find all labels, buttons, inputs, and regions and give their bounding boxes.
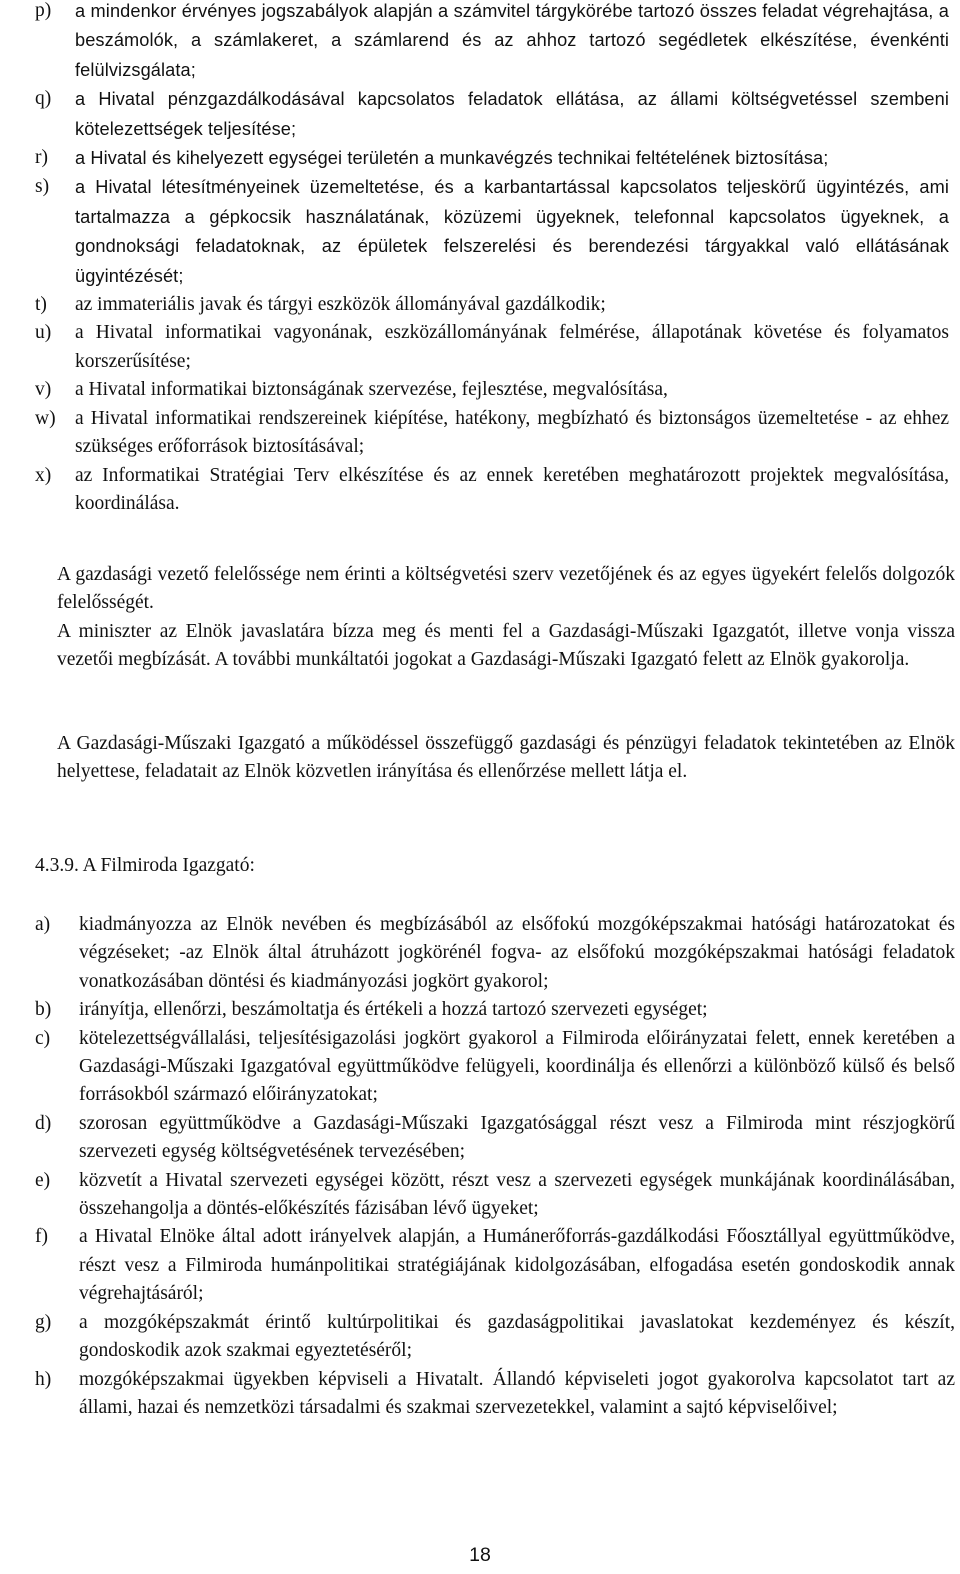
- list-item: [35, 319, 955, 376]
- list-marker: a): [35, 914, 51, 935]
- list-text: a Hivatal Elnöke által adott irányelvek alapján, a Humánerőforrás-gazdálkodási Főosztállyal együttműködve, részt vesz a Filmiroda humánpolitikai stratégiájának kidolgozásában, elfogadása esetén gondoskodik annak végrehajtásáról;: [79, 1226, 955, 1305]
- list-marker: x): [35, 464, 52, 486]
- task-list-top: [35, 0, 955, 518]
- list-marker: r): [35, 147, 48, 169]
- list-marker: t): [35, 294, 47, 316]
- list-text: kiadmányozza az Elnök nevében és megbízásából az elsőfokú mozgóképszakmai hatósági határozatokat és végzéseket; -az Elnök által átruházott jogkörénél fogva- az elsőfokú mozgóképszakmai hatósági feladatok vonatkozásában döntési és kiadmányozási jogkört gyakorol;: [79, 914, 955, 992]
- list-item: [35, 1110, 955, 1167]
- list-item: [35, 462, 955, 519]
- list-item: [35, 144, 955, 173]
- list-marker: b): [35, 999, 52, 1021]
- list-item: [35, 996, 955, 1024]
- list-item: [35, 911, 955, 996]
- list-item: [35, 291, 955, 319]
- list-item: [35, 173, 955, 291]
- list-marker: c): [35, 1027, 51, 1049]
- list-text: az immateriális javak és tárgyi eszközök állományával gazdálkodik;: [75, 294, 606, 316]
- list-text: a mindenkor érvényes jogszabályok alapján a számvitel tárgykörébe tartozó összes feladat végrehajtása, a beszámolók, a számlakeret, a számlarend és az ahhoz tartozó segédletek elkészítése, évenkénti felülvizsgálata;: [75, 1, 949, 80]
- list-item: [35, 1223, 955, 1308]
- list-marker: d): [35, 1112, 52, 1134]
- paragraph-minister: A miniszter az Elnök javaslatára bízza meg és menti fel a Gazdasági-Műszaki Igazgatót, illetve vonja vissza vezetői megbízását. A további munkáltatói jogokat a Gazdasági-Műszaki Igazgató felett az Elnök gyakorolja.: [57, 621, 955, 671]
- list-item: [35, 1309, 955, 1366]
- list-item: [35, 1025, 955, 1110]
- list-marker: s): [35, 176, 50, 198]
- list-marker: e): [35, 1169, 51, 1191]
- list-marker: h): [35, 1368, 52, 1390]
- list-text: szorosan együttműködve a Gazdasági-Műszaki Igazgatósággal részt vesz a Filmiroda mint részjogkörű szervezeti egység költségvetésének tervezésében;: [79, 1112, 955, 1163]
- list-item: [35, 85, 955, 144]
- page-number: 18: [469, 1544, 491, 1566]
- list-text: az Informatikai Stratégiai Terv elkészítése és az ennek keretében meghatározott projektek megvalósítása, koordinálása.: [75, 464, 949, 514]
- list-marker: f): [35, 1226, 48, 1248]
- list-text: közvetít a Hivatal szervezeti egységei között, részt vesz a szervezeti egységek munkájának koordinálásában, összehangolja a döntés-előkészítés fázisában lévő ügyeket;: [79, 1169, 955, 1220]
- list-item: [35, 376, 955, 404]
- list-text: mozgóképszakmai ügyekben képviseli a Hivatalt. Állandó képviseleti jogot gyakorolva kapcsolatot tart az állami, hazai és nemzetközi társadalmi és szakmai szervezetekkel, valamint a sajtó képviselőivel;: [79, 1368, 955, 1418]
- list-marker: p): [35, 0, 52, 21]
- list-text: a Hivatal informatikai biztonságának szervezése, fejlesztése, megvalósítása,: [75, 379, 668, 401]
- task-list-bottom: [35, 911, 955, 1422]
- list-marker: w): [35, 407, 56, 429]
- list-marker: g): [35, 1311, 52, 1333]
- list-item: [35, 1366, 955, 1423]
- list-item: [35, 0, 955, 85]
- list-text: kötelezettségvállalási, teljesítésigazolási jogkört gyakorol a Filmiroda előirányzatai felett, ennek keretében a Gazdasági-Műszaki Igazgatóval együttműködve felügyeli, koordinálja és ellenőrzi a különböző külső és belső forrásokból származó előirányzatokat;: [79, 1027, 955, 1106]
- list-text: a mozgóképszakmát érintő kultúrpolitikai és gazdaságpolitikai javaslatokat kezdeményez és készít, gondoskodik azok szakmai egyeztetéséről;: [79, 1311, 955, 1362]
- section-heading: 4.3.9. A Filmiroda Igazgató:: [35, 855, 255, 876]
- list-text: a Hivatal informatikai rendszereinek kiépítése, hatékony, megbízható és biztonságos üzemeltetése - az ehhez szükséges erőforrások biztosításával;: [75, 407, 949, 458]
- list-text: a Hivatal létesítményeinek üzemeltetése, és a karbantartással kapcsolatos teljeskörű ügyintézés, ami tartalmazza a gépkocsik használatának, közüzemi ügyeknek, telefonnal kapcsolatos ügyeknek, a gondnoksági feladatoknak, az épületek felszerelési és berendezési tárgyakkal való ellátásának ügyintézését;: [75, 177, 949, 286]
- paragraph-economic-leader: A gazdasági vezető felelőssége nem érinti a költségvetési szerv vezetőjének és az egyes ügyekért felelős dolgozók felelősségét.: [57, 564, 955, 614]
- list-text: a Hivatal és kihelyezett egységei területén a munkavégzés technikai feltételének biztosítása;: [75, 148, 829, 169]
- list-item: [35, 1167, 955, 1224]
- paragraph-deputy: A Gazdasági-Műszaki Igazgató a működéssel összefüggő gazdasági és pénzügyi feladatok tekintetében az Elnök helyettese, feladatait az Elnök közvetlen irányítása és ellenőrzése mellett látja el.: [57, 733, 955, 783]
- list-text: a Hivatal informatikai vagyonának, eszközállományának felmérése, állapotának követése és folyamatos korszerűsítése;: [75, 322, 949, 372]
- list-marker: u): [35, 322, 52, 344]
- list-text: a Hivatal pénzgazdálkodásával kapcsolatos feladatok ellátása, az állami költségvetéssel szembeni kötelezettségek teljesítése;: [75, 89, 949, 139]
- list-text: irányítja, ellenőrzi, beszámoltatja és értékeli a hozzá tartozó szervezeti egységet;: [79, 999, 708, 1021]
- list-item: [35, 405, 955, 462]
- list-marker: v): [35, 379, 52, 401]
- list-marker: q): [35, 88, 52, 110]
